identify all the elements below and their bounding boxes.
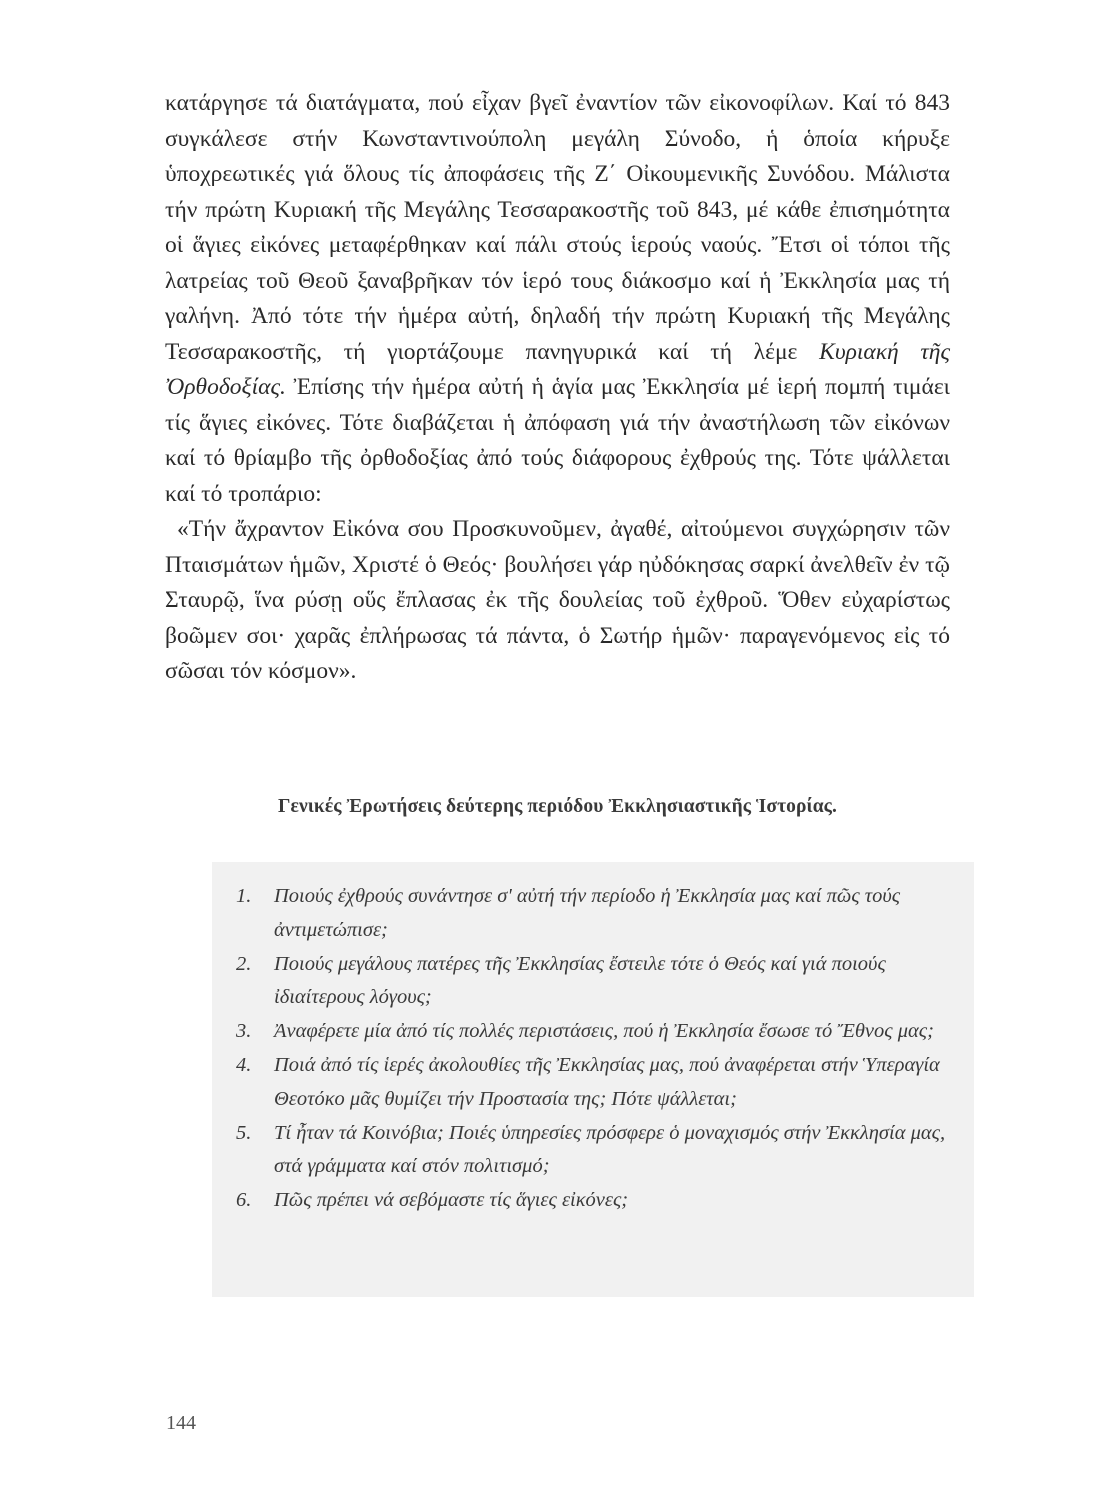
paragraph-1 bbox=[165, 86, 950, 512]
question-item bbox=[236, 1015, 966, 1049]
question-number: 3. bbox=[236, 1020, 252, 1043]
paragraph-1-end: Ἐπίσης τήν ἡμέρα αὐτή ἡ ἁγία μας Ἐκκλησία μέ ἱερή πομπή τιμάει τίς ἅγιες εἰκόνες. Τότε διαβάζεται ἡ ἀπόφαση γιά τήν ἀναστήλωση τῶν εἰκόνων καί τό θρίαμβο τῆς ὀρθοδοξίας ἀπό τούς διάφορους ἐχθρούς της. Τότε ψάλλεται καί τό τροπάριο: bbox=[165, 374, 951, 507]
question-item bbox=[236, 880, 966, 948]
question-item bbox=[236, 1184, 966, 1218]
body-text bbox=[165, 86, 950, 690]
question-number: 4. bbox=[236, 1053, 252, 1076]
question-text: Τί ἦταν τά Κοινόβια; Ποιές ὑπηρεσίες πρόσφερε ὁ μοναχισμός στήν Ἐκκλησία μας, στά γράμματα καί στόν πολιτισμό; bbox=[274, 1121, 946, 1178]
question-number: 5. bbox=[236, 1121, 252, 1144]
questions-list bbox=[236, 880, 966, 1218]
question-text: Ποιούς μεγάλους πατέρες τῆς Ἐκκλησίας ἔστειλε τότε ὁ Θεός καί γιά ποιούς ἰδιαίτερους λόγους; bbox=[274, 952, 886, 1009]
question-number: 2. bbox=[236, 952, 252, 975]
question-item bbox=[236, 1049, 966, 1117]
question-item bbox=[236, 948, 966, 1016]
question-text: Πῶς πρέπει νά σεβόμαστε τίς ἅγιες εἰκόνες; bbox=[274, 1189, 629, 1212]
question-item bbox=[236, 1117, 966, 1185]
questions-heading: Γενικές Ἐρωτήσεις δεύτερης περιόδου Ἐκκλησιαστικῆς Ἱστορίας. bbox=[278, 796, 837, 817]
page-number: 144 bbox=[166, 1412, 196, 1434]
question-number: 6. bbox=[236, 1189, 252, 1212]
question-text: Ἀναφέρετε μία ἀπό τίς πολλές περιστάσεις, πού ἡ Ἐκκλησία ἔσωσε τό Ἔθνος μας; bbox=[274, 1020, 934, 1043]
question-number: 1. bbox=[236, 885, 252, 907]
question-text: Ποιούς ἐχθρούς συνάντησε σ' αὐτή τήν περίοδο ἡ Ἐκκλησία μας καί πῶς τούς ἀντιμετώπισε; bbox=[274, 885, 901, 941]
paragraph-1-text: κατάργησε τά διατάγματα, πού εἶχαν βγεῖ ἐναντίον τῶν εἰκονοφίλων. Καί τό 843 συγκάλεσε στήν Κωνσταντινούπολη μεγάλη Σύνοδο, ἡ ὁποία κήρυξε ὑποχρεωτικές γιά ὅλους τίς ἀποφάσεις τῆς Ζ΄ Οἰκουμενικῆς Συνόδου. Μάλιστα τήν πρώτη Κυριακή τῆς Μεγάλης Τεσσαρακοστῆς τοῦ 843, μέ κάθε ἐπισημότητα οἱ ἅγιες εἰκόνες μεταφέρθηκαν καί πάλι στούς ἱερούς ναούς. Ἔτσι οἱ τόποι τῆς λατρείας τοῦ Θεοῦ ξαναβρῆκαν τόν ἱερό τους διάκοσμο καί ἡ Ἐκκλησία μας τή γαλήνη. Ἀπό τότε τήν ἡμέρα αὐτή, δηλαδή τήν πρώτη Κυριακή τῆς Μεγάλης Τεσσαρακοστῆς, τή γιορτάζουμε πανηγυρικά καί τή λέμε bbox=[165, 90, 950, 365]
question-text: Ποιά ἀπό τίς ἱερές ἀκολουθίες τῆς Ἐκκλησίας μας, πού ἀναφέρεται στήν Ὑπεραγία Θεοτόκο μᾶς θυμίζει τήν Προστασία της; Πότε ψάλλεται; bbox=[274, 1053, 940, 1110]
feast-name: Κυριακή τῆς Ὀρθοδοξίας. bbox=[165, 338, 950, 400]
hymn-paragraph: «Τήν ἄχραντον Εἰκόνα σου Προσκυνοῦμεν, ἀγαθέ, αἰτούμενοι συγχώρησιν τῶν Πταισμάτων ἡμῶν, Χριστέ ὁ Θεός· βουλήσει γάρ ηὐδόκησας σαρκί ἀνελθεῖν ἐν τῷ Σταυρῷ, ἵνα ρύσῃ οὕς ἔπλασας ἐκ τῆς δουλείας τοῦ ἐχθροῦ. Ὅθεν εὐχαρίστως βοῶμεν σοι· χαρᾶς ἐπλήρωσας τά πάντα, ὁ Σωτήρ ἡμῶν· παραγενόμενος εἰς τό σῶσαι τόν κόσμον». bbox=[165, 516, 950, 684]
